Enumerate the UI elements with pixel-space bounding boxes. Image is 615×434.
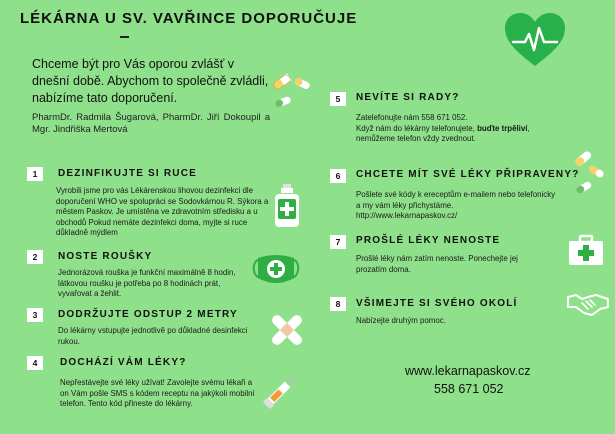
first-aid-kit-icon (568, 236, 604, 266)
title-divider (120, 36, 129, 38)
pills-icon (270, 72, 314, 108)
tip-4-title: DOCHÁZÍ VÁM LÉKY? (60, 357, 187, 368)
tip-8-number: 8 (330, 297, 346, 311)
tip-4-number: 4 (27, 356, 43, 370)
sanitizer-bottle-icon (272, 184, 302, 228)
tip-1-number: 1 (27, 167, 43, 181)
pills-icon (570, 150, 610, 196)
website-link[interactable]: www.lekarnapaskov.cz (405, 364, 531, 378)
tip-5-title: NEVÍTE SI RADY? (356, 92, 460, 103)
syringe-icon (260, 368, 304, 412)
face-mask-icon (252, 252, 300, 288)
tip-5-text-phone: Zatelefonujte nám 558 671 052. (356, 113, 468, 122)
page-title: LÉKÁRNA U SV. VAVŘINCE DOPORUČUJE (20, 10, 358, 27)
heart-heartbeat-icon (503, 12, 567, 68)
tip-6-title: CHCETE MÍT SVÉ LÉKY PŘIPRAVENY? (356, 169, 580, 180)
authors-text: PharmDr. Radmila Šugarová, PharmDr. Jiří Dokoupil a Mgr. Jindřiška Mertová (32, 112, 270, 135)
tip-2-title: NOSTE ROUŠKY (58, 251, 153, 262)
tip-5-number: 5 (330, 92, 346, 106)
tip-1-text: Vyrobili jsme pro vás Lékárenskou lihovou dezinfekci dle doporučení WHO ve spolupráci se Sodovkárnou R. Sýkora a městem Paskov. Je umístěna ve zdravotním středisku a u obchodů Pokud nemáte dezinfekci doma, myjte si ruce důkladně mýdlem (56, 186, 269, 237)
tip-3-text: Do lékárny vstupujte jednotlivě po důkladné desinfekci rukou. (58, 326, 248, 346)
tip-5-text-bold: buďte trpěliví (477, 123, 528, 133)
intro-text: Chceme být pro Vás oporou zvlášť v dnešní době. Abychom to společně zvládli, nabízíme tato doporučení. (32, 57, 269, 105)
tip-7-text: Prošlé léky nám zatím nenoste. Ponechejte jej prozatím doma. (356, 254, 518, 274)
tip-2-text: Jednorázová rouška je funkční maximálně 8 hodin, látkovou roušku je potřeba po 8 hodinách prát, vyvařovat a žehlit. (58, 268, 236, 298)
tip-3-number: 3 (27, 308, 43, 322)
tip-1-title: DEZINFIKUJTE SI RUCE (58, 168, 198, 179)
tip-4-text: Nepřestávejte své léky užívat! Zavolejte svému lékaři a on Vám pošle SMS s kódem receptu na jakýkoli mobilní telefon. Tento kód přineste do lékárny. (60, 378, 255, 408)
tip-2-number: 2 (27, 250, 43, 264)
tip-8-title: VŠIMEJTE SI SVÉHO OKOLÍ (356, 298, 518, 309)
tip-7-number: 7 (330, 235, 346, 249)
bandage-icon (270, 313, 304, 347)
tip-5-text (356, 113, 556, 145)
tip-3-title: DODRŽUJTE ODSTUP 2 METRY (58, 309, 238, 320)
tip-6-text: Pošlete své kódy k ereceptům e-mailem nebo telefonicky a my vám léky přichystáme. http://www.lekarnapaskov.cz/ (356, 190, 556, 220)
tip-5-text-part: Když nám do lékárny telefonujete, (356, 123, 478, 133)
tip-7-title: PROŠLÉ LÉKY NENOSTE (356, 235, 501, 246)
tip-6-number: 6 (330, 169, 346, 183)
handshake-icon (566, 291, 610, 317)
tip-5-text-end: , nemůžeme telefon vždy zvednout. (356, 123, 530, 143)
tip-8-text: Nabízejte druhým pomoc. (356, 316, 446, 325)
phone-number[interactable]: 558 671 052 (434, 382, 504, 396)
